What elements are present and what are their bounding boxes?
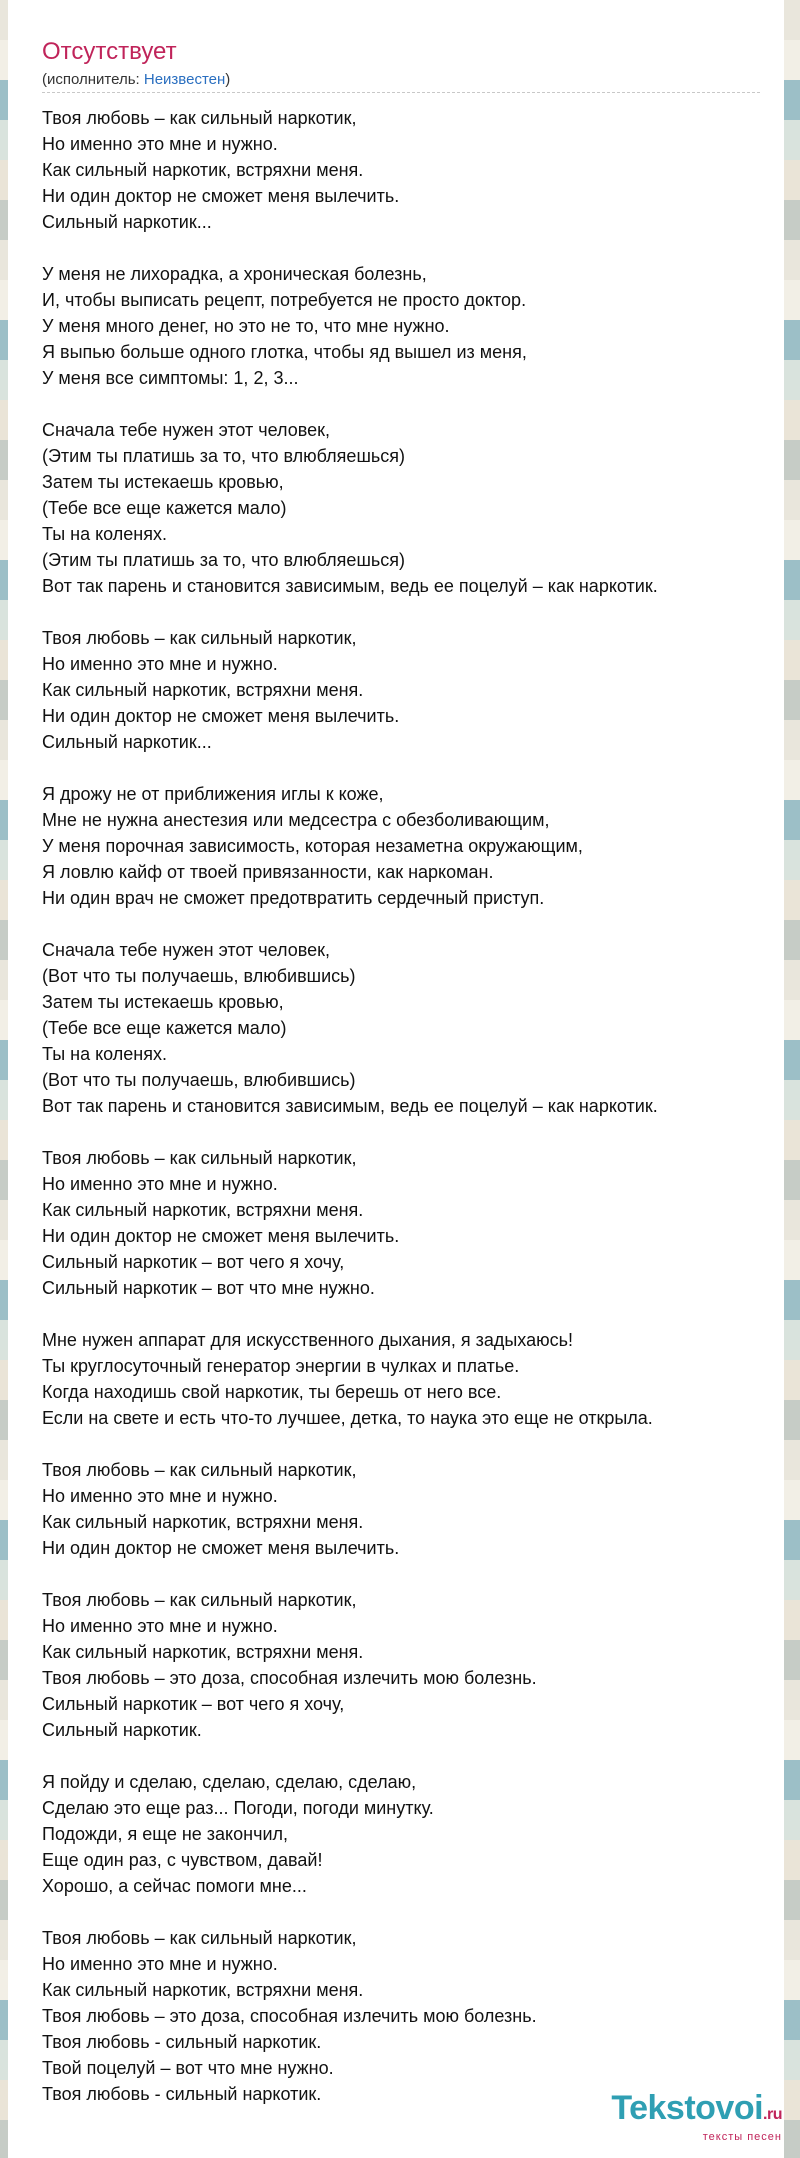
lyrics-line: Ты на коленях. — [42, 524, 167, 544]
lyrics-stanza — [42, 1457, 784, 1561]
lyrics-line: Ты на коленях. — [42, 1044, 167, 1064]
lyrics-line: Как сильный наркотик, встряхни меня. — [42, 1642, 364, 1662]
song-title: Отсутствует — [42, 38, 177, 65]
lyrics-line: Сильный наркотик – вот чего я хочу, — [42, 1252, 345, 1272]
lyrics-line: Как сильный наркотик, встряхни меня. — [42, 1980, 364, 2000]
lyrics-line: Я выпью больше одного глотка, чтобы яд вышел из меня, — [42, 342, 527, 362]
artist-prefix: (исполнитель: — [42, 71, 144, 88]
lyrics-stanza — [42, 261, 784, 391]
lyrics-stanza — [42, 105, 784, 235]
lyrics-stanza — [42, 1769, 784, 1899]
lyrics-line: Я ловлю кайф от твоей привязанности, как наркоман. — [42, 862, 494, 882]
lyrics-line: (Вот что ты получаешь, влюбившись) — [42, 1070, 356, 1090]
lyrics-line: Сначала тебе нужен этот человек, — [42, 420, 331, 440]
lyrics-stanza — [42, 625, 784, 755]
lyrics-line: Сильный наркотик... — [42, 732, 212, 752]
lyrics-line: Вот так парень и становится зависимым, ведь ее поцелуй – как наркотик. — [42, 1096, 658, 1116]
logo-tagline: тексты песен — [702, 2131, 782, 2143]
lyrics-line: Сильный наркотик – вот что мне нужно. — [42, 1278, 375, 1298]
lyrics-line: Сначала тебе нужен этот человек, — [42, 940, 331, 960]
lyrics-line: Ни один доктор не сможет меня вылечить. — [42, 1538, 400, 1558]
lyrics-line: Я пойду и сделаю, сделаю, сделаю, сделаю, — [42, 1772, 417, 1792]
lyrics-line: Подожди, я еще не закончил, — [42, 1824, 289, 1844]
lyrics-line: Твоя любовь – как сильный наркотик, — [42, 1928, 357, 1948]
lyrics-line: Как сильный наркотик, встряхни меня. — [42, 680, 364, 700]
lyrics-line: Сильный наркотик. — [42, 1720, 202, 1740]
lyrics-line: (Этим ты платишь за то, что влюбляешься) — [42, 550, 405, 570]
artist-line — [42, 70, 760, 93]
lyrics-stanza — [42, 937, 784, 1119]
lyrics-line: (Тебе все еще кажется мало) — [42, 498, 287, 518]
artist-suffix: ) — [225, 71, 231, 88]
lyrics-line: Ни один доктор не сможет меня вылечить. — [42, 706, 400, 726]
lyrics-line: Твоя любовь – это доза, способная излечить мою болезнь. — [42, 2006, 537, 2026]
lyrics-line: Затем ты истекаешь кровью, — [42, 992, 284, 1012]
lyrics-line: Но именно это мне и нужно. — [42, 1486, 278, 1506]
lyrics-line: Как сильный наркотик, встряхни меня. — [42, 1200, 364, 1220]
lyrics-line: (Вот что ты получаешь, влюбившись) — [42, 966, 356, 986]
lyrics-line: Хорошо, а сейчас помоги мне... — [42, 1876, 307, 1896]
lyrics-line: Когда находишь свой наркотик, ты берешь от него все. — [42, 1382, 502, 1402]
lyrics-stanza — [42, 1145, 784, 1301]
lyrics-line: Твоя любовь – как сильный наркотик, — [42, 108, 357, 128]
lyrics-line: Ни один врач не сможет предотвратить сердечный приступ. — [42, 888, 545, 908]
lyrics-line: Сильный наркотик... — [42, 212, 212, 232]
lyrics-line: Ни один доктор не сможет меня вылечить. — [42, 186, 400, 206]
lyrics-line: Мне нужен аппарат для искусственного дыхания, я задыхаюсь! — [42, 1330, 573, 1350]
lyrics-stanza — [42, 1587, 784, 1743]
lyrics-stanza — [42, 781, 784, 911]
lyrics-line: Если на свете и есть что-то лучшее, детка, то наука это еще не открыла. — [42, 1408, 653, 1428]
lyrics-line: Твоя любовь - сильный наркотик. — [42, 2084, 322, 2104]
lyrics-line: У меня все симптомы: 1, 2, 3... — [42, 368, 299, 388]
lyrics-line: У меня много денег, но это не то, что мне нужно. — [42, 316, 450, 336]
lyrics-stanza — [42, 1327, 784, 1431]
lyrics-line: (Этим ты платишь за то, что влюбляешься) — [42, 446, 405, 466]
lyrics-line: Твоя любовь – это доза, способная излечить мою болезнь. — [42, 1668, 537, 1688]
lyrics-line: Сильный наркотик – вот чего я хочу, — [42, 1694, 345, 1714]
lyrics-line: Ты круглосуточный генератор энергии в чулках и платье. — [42, 1356, 520, 1376]
lyrics-line: Твой поцелуй – вот что мне нужно. — [42, 2058, 334, 2078]
lyrics-line: Вот так парень и становится зависимым, ведь ее поцелуй – как наркотик. — [42, 576, 658, 596]
site-logo[interactable] — [611, 2090, 782, 2143]
logo-tld: .ru — [763, 2106, 782, 2123]
lyrics-line: Твоя любовь – как сильный наркотик, — [42, 1590, 357, 1610]
lyrics-line: Но именно это мне и нужно. — [42, 1954, 278, 1974]
logo-text: Tekstovoi — [611, 2089, 764, 2127]
lyrics-line: Еще один раз, с чувством, давай! — [42, 1850, 323, 1870]
lyrics-line: Я дрожу не от приближения иглы к коже, — [42, 784, 384, 804]
lyrics-line: Как сильный наркотик, встряхни меня. — [42, 1512, 364, 1532]
lyrics-line: Твоя любовь - сильный наркотик. — [42, 2032, 322, 2052]
lyrics-stanza — [42, 1925, 784, 2107]
lyrics-line: Сделаю это еще раз... Погоди, погоди минутку. — [42, 1798, 434, 1818]
lyrics-line: Но именно это мне и нужно. — [42, 654, 278, 674]
lyrics-line: Твоя любовь – как сильный наркотик, — [42, 1460, 357, 1480]
lyrics-line: Ни один доктор не сможет меня вылечить. — [42, 1226, 400, 1246]
lyrics-text — [42, 105, 784, 2107]
lyrics-line: Твоя любовь – как сильный наркотик, — [42, 628, 357, 648]
lyrics-line: И, чтобы выписать рецепт, потребуется не просто доктор. — [42, 290, 527, 310]
lyrics-line: У меня порочная зависимость, которая незаметна окружающим, — [42, 836, 583, 856]
lyrics-line: Затем ты истекаешь кровью, — [42, 472, 284, 492]
lyrics-line: Как сильный наркотик, встряхни меня. — [42, 160, 364, 180]
lyrics-line: Но именно это мне и нужно. — [42, 134, 278, 154]
artist-link[interactable]: Неизвестен — [143, 71, 226, 88]
lyrics-stanza — [42, 417, 784, 599]
lyrics-card — [8, 0, 784, 2158]
lyrics-line: У меня не лихорадка, а хроническая болезнь, — [42, 264, 427, 284]
lyrics-line: Твоя любовь – как сильный наркотик, — [42, 1148, 357, 1168]
lyrics-line: (Тебе все еще кажется мало) — [42, 1018, 287, 1038]
lyrics-line: Мне не нужна анестезия или медсестра с обезболивающим, — [42, 810, 550, 830]
lyrics-line: Но именно это мне и нужно. — [42, 1616, 278, 1636]
lyrics-line: Но именно это мне и нужно. — [42, 1174, 278, 1194]
